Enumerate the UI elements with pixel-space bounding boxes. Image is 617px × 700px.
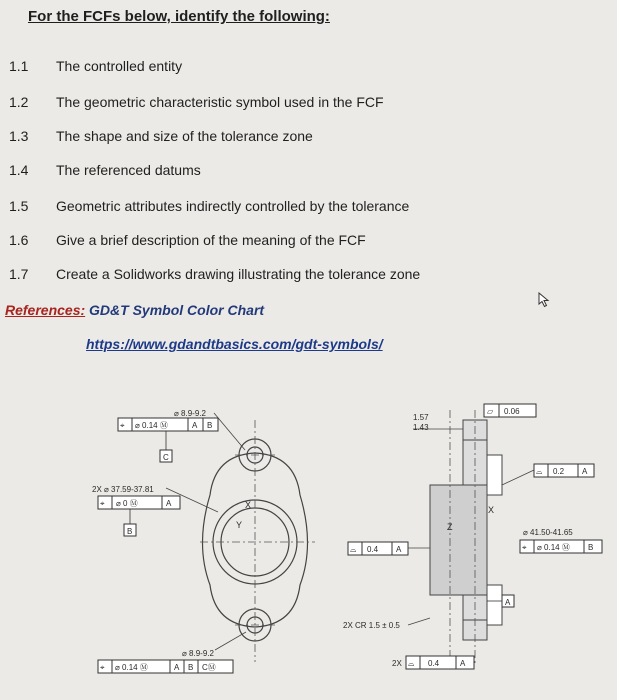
profile-small-fcf: [348, 542, 408, 555]
fcf-tolerance: 0.4: [367, 545, 379, 554]
fcf-tolerance: ⌀ 0 Ⓜ: [116, 499, 138, 508]
fcf-tolerance: ⌀ 0.14 Ⓜ: [537, 543, 570, 552]
bore-position-fcf: [98, 496, 180, 509]
shaft-position-fcf: [520, 540, 602, 553]
item-text: Give a brief description of the meaning of the FCF: [56, 232, 366, 248]
gdt-drawing: [0, 380, 617, 680]
item-number: 1.6: [9, 232, 29, 248]
axis-y-label: Y: [236, 520, 243, 530]
section-view: [430, 420, 502, 640]
fcf-datum: A: [582, 467, 588, 476]
position-icon: ⌖: [522, 543, 527, 552]
item-number: 1.1: [9, 58, 29, 74]
bottom-profile-count: 2X: [392, 659, 402, 668]
bottom-hole-dimension: ⌀ 8.9-9.2: [182, 649, 214, 658]
reference-link[interactable]: https://www.gdandtbasics.com/gdt-symbols/: [86, 336, 383, 352]
fcf-datum: A: [460, 659, 466, 668]
fcf-datum: A: [166, 499, 172, 508]
references-text: GD&T Symbol Color Chart: [89, 302, 265, 318]
item-text: Geometric attributes indirectly controlled by the tolerance: [56, 198, 410, 214]
references-line: [5, 302, 264, 318]
references-label: References:: [5, 302, 86, 318]
datum-c-label: C: [163, 453, 169, 462]
fcf-datum: B: [588, 543, 594, 552]
radius-dimension: 2X CR 1.5 ± 0.5: [343, 621, 400, 630]
shaft-dimension: ⌀ 41.50-41.65: [523, 528, 573, 537]
item-number: 1.2: [9, 94, 29, 110]
mouse-pointer-icon: [538, 292, 552, 308]
axis-x-label: X: [245, 500, 252, 510]
item-text: Create a Solidworks drawing illustrating the tolerance zone: [56, 266, 421, 282]
top-hole-dimension: ⌀ 8.9-9.2: [174, 409, 206, 418]
fcf-tolerance: 0.4: [428, 659, 440, 668]
item-number: 1.7: [9, 266, 29, 282]
centerlines: [200, 420, 315, 662]
item-number: 1.3: [9, 128, 29, 144]
item-text: The referenced datums: [56, 162, 201, 178]
profile-right-fcf: [534, 464, 594, 477]
fcf-tolerance: 0.2: [553, 467, 565, 476]
flatness-fcf: [484, 404, 536, 417]
fcf-tolerance: 0.06: [504, 407, 520, 416]
item-text: The shape and size of the tolerance zone: [56, 128, 313, 144]
top-position-fcf: [118, 418, 218, 431]
thickness-lower: 1.43: [413, 423, 429, 432]
datum-a-label: A: [505, 598, 511, 607]
item-number: 1.5: [9, 198, 29, 214]
item-number: 1.4: [9, 162, 29, 178]
page-title: For the FCFs below, identify the following:: [28, 8, 330, 25]
fcf-datum: A: [192, 421, 198, 430]
position-icon: ⌖: [100, 663, 105, 672]
profile-icon: ⌓: [350, 545, 357, 554]
fcf-datum: A: [174, 663, 180, 672]
label-z: Z: [447, 522, 453, 532]
bore-dimension: 2X ⌀ 37.59-37.81: [92, 485, 154, 494]
position-icon: ⌖: [100, 499, 105, 508]
fcf-datum: B: [188, 663, 194, 672]
fcf-datum: A: [396, 545, 402, 554]
label-x: X: [488, 505, 495, 515]
profile-icon: ⌓: [536, 467, 543, 476]
fcf-datum: CⓂ: [202, 663, 216, 672]
fcf-datum: B: [207, 421, 213, 430]
position-icon: ⌖: [120, 421, 125, 430]
datum-b-label: B: [127, 527, 133, 536]
item-text: The geometric characteristic symbol used in the FCF: [56, 94, 384, 110]
profile-icon: ⌓: [408, 659, 415, 668]
bottom-profile-fcf: [406, 656, 474, 669]
bottom-position-fcf: [98, 660, 233, 673]
fcf-tolerance: ⌀ 0.14 Ⓜ: [135, 421, 168, 430]
fcf-tolerance: ⌀ 0.14 Ⓜ: [115, 663, 148, 672]
item-text: The controlled entity: [56, 58, 183, 74]
thickness-upper: 1.57: [413, 413, 429, 422]
flatness-icon: ▱: [487, 407, 494, 416]
